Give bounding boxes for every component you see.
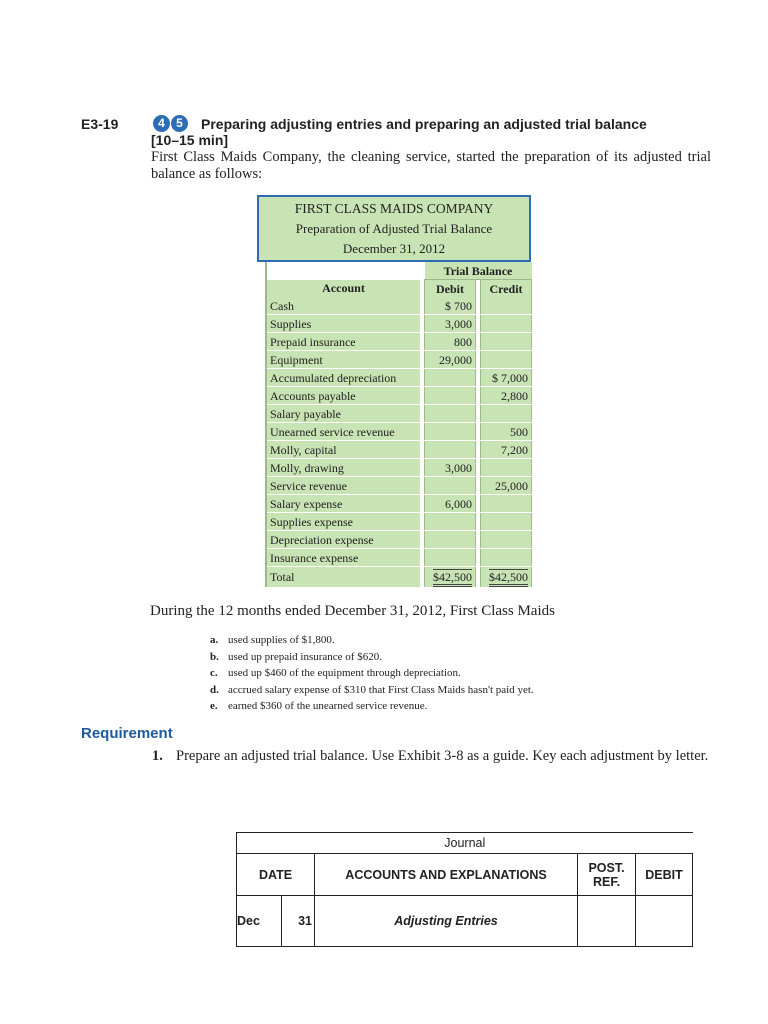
table-row [266,333,532,351]
debit-amount [425,549,476,567]
credit-amount: $ 7,000 [481,369,532,387]
debit-amount: $ 700 [425,297,476,315]
debit-amount [425,369,476,387]
total-label: Total [266,567,420,588]
post-ref-column-header: POST. REF. [578,854,636,896]
credit-amount: 2,800 [481,387,532,405]
account-name: Supplies [266,315,420,333]
account-name: Cash [266,297,420,315]
transactions-intro: During the 12 months ended December 31, 2012, First Class Maids [150,603,555,619]
credit-column-header: Credit [481,280,532,298]
credit-amount: 500 [481,423,532,441]
table-row [266,315,532,333]
learning-objective-5-badge: 5 [171,115,188,132]
debit-amount [425,531,476,549]
credit-amount [481,333,532,351]
journal-day[interactable]: 31 [282,896,315,947]
table-row [266,387,532,405]
account-name: Molly, capital [266,441,420,459]
accounts-column-header: ACCOUNTS AND EXPLANATIONS [315,854,578,896]
table-row [266,405,532,423]
table-row [266,459,532,477]
debit-amount: 800 [425,333,476,351]
debit-amount [425,513,476,531]
exercise-number: E3-19 [81,116,119,132]
debit-amount: 29,000 [425,351,476,369]
table-row [266,513,532,531]
account-name: Unearned service revenue [266,423,420,441]
credit-amount [481,459,532,477]
credit-amount: 25,000 [481,477,532,495]
trial-balance-header [257,195,531,262]
table-row [266,369,532,387]
credit-amount [481,549,532,567]
debit-amount [425,405,476,423]
table-row [266,297,532,315]
journal-table [236,832,693,947]
requirement-text: 1. Prepare an adjusted trial balance. Use Exhibit 3-8 as a guide. Key each adjustment by letter. [152,748,709,764]
debit-column-header: Debit [425,280,476,298]
account-name: Equipment [266,351,420,369]
journal-title: Journal [237,833,693,854]
exercise-time: [10–15 min] [151,132,229,148]
account-name: Accumulated depreciation [266,369,420,387]
account-name: Prepaid insurance [266,333,420,351]
list-item: d. accrued salary expense of $310 that First Class Maids hasn't paid yet. [210,683,534,696]
trial-balance-date: December 31, 2012 [342,241,446,256]
table-row [266,423,532,441]
trial-balance-group-header: Trial Balance [425,262,532,280]
account-name: Depreciation expense [266,531,420,549]
journal-post-ref-cell[interactable] [578,896,636,947]
debit-amount: 3,000 [425,315,476,333]
debit-amount [425,477,476,495]
credit-amount [481,513,532,531]
debit-amount: 6,000 [425,495,476,513]
learning-objective-4-badge: 4 [153,115,170,132]
exercise-description: First Class Maids Company, the cleaning service, started the preparation of its adjusted trial balance as follows: [151,149,711,182]
trial-balance-table [265,262,532,587]
account-column-header: Account [266,280,420,298]
account-name: Service revenue [266,477,420,495]
account-name: Salary expense [266,495,420,513]
journal-entry-description[interactable]: Adjusting Entries [315,896,578,947]
table-row [266,351,532,369]
exercise-title: Preparing adjusting entries and preparing an adjusted trial balance [201,116,647,132]
total-debit: $42,500 [433,569,472,587]
credit-amount [481,405,532,423]
list-item: b. used up prepaid insurance of $620. [210,650,382,663]
account-name: Molly, drawing [266,459,420,477]
debit-amount [425,441,476,459]
debit-amount [425,387,476,405]
credit-amount [481,495,532,513]
list-item: c. used up $460 of the equipment through depreciation. [210,667,461,679]
table-row [266,549,532,567]
table-row [266,441,532,459]
list-item: e. earned $360 of the unearned service revenue. [210,700,428,712]
table-row [266,531,532,549]
debit-amount: 3,000 [425,459,476,477]
credit-amount [481,297,532,315]
journal-month[interactable]: Dec [237,896,282,947]
requirement-heading: Requirement [81,725,173,742]
total-credit: $42,500 [489,569,528,587]
account-name: Salary payable [266,405,420,423]
credit-amount [481,531,532,549]
transaction-list [210,632,534,715]
account-name: Supplies expense [266,513,420,531]
credit-amount [481,351,532,369]
table-row [266,477,532,495]
company-name: FIRST CLASS MAIDS COMPANY [294,201,494,216]
credit-amount: 7,200 [481,441,532,459]
account-name: Accounts payable [266,387,420,405]
trial-balance-subtitle: Preparation of Adjusted Trial Balance [295,221,493,236]
account-name: Insurance expense [266,549,420,567]
table-row [266,495,532,513]
list-item: a. used supplies of $1,800. [210,634,335,646]
debit-column-header: DEBIT [636,854,693,896]
debit-amount [425,423,476,441]
credit-amount [481,315,532,333]
journal-debit-cell[interactable] [636,896,693,947]
date-column-header: DATE [237,854,315,896]
